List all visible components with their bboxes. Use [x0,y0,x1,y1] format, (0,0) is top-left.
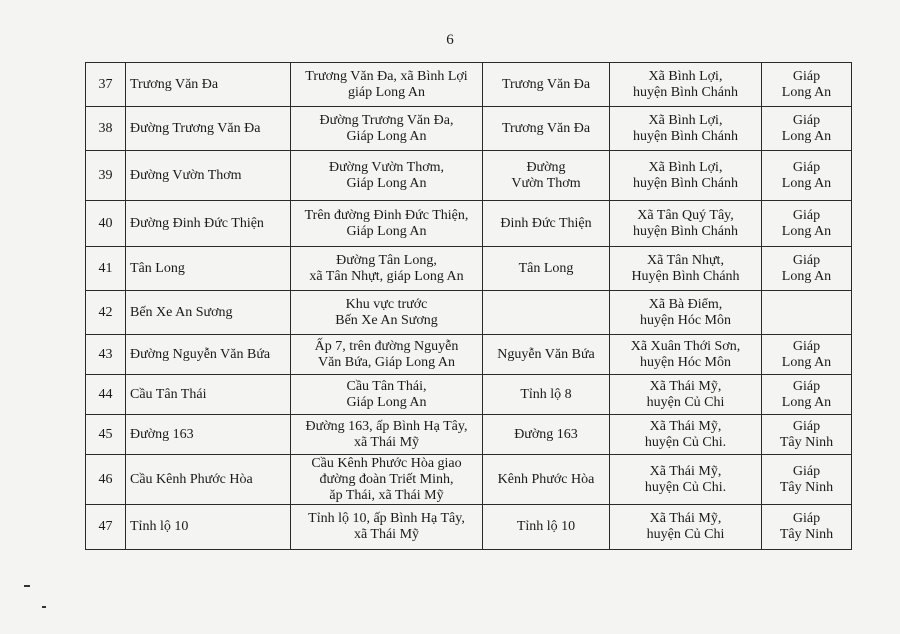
page-number: 6 [446,32,454,48]
location-description-cell [291,415,483,455]
row-number-cell [86,107,126,151]
row-number: 43 [98,346,113,362]
row-number-cell [86,335,126,375]
checkpoint-name-cell [126,455,291,505]
administrative-unit: Xã Xuân Thới Sơn, huyện Hóc Môn [630,338,741,370]
road-name: Tỉnh lộ 10 [516,519,576,534]
road-name-cell [483,415,610,455]
administrative-unit: Xã Tân Nhựt, Huyện Bình Chánh [631,252,740,284]
road-name: Kênh Phước Hòa [497,471,595,487]
row-number: 40 [98,215,113,231]
administrative-unit-cell [610,151,762,201]
row-number-cell [86,201,126,247]
checkpoint-name-cell [126,247,291,291]
location-description-cell [291,201,483,247]
table-row [86,201,852,247]
border-note-cell [762,335,852,375]
location-description: Trương Văn Đa, xã Bình Lợi giáp Long An [305,68,468,100]
border-note: Giáp Long An [781,159,832,191]
border-note-cell [762,375,852,415]
table-row [86,63,852,107]
border-note: Giáp Long An [781,338,832,370]
location-description-cell [291,291,483,335]
road-name-cell [483,107,610,151]
administrative-unit: Xã Bà Điểm, huyện Hóc Môn [640,296,731,328]
table-row [86,335,852,375]
border-note-cell [762,415,852,455]
border-note-cell [762,247,852,291]
administrative-unit-cell [610,415,762,455]
border-note-cell [762,505,852,550]
checkpoint-name: Đường Vườn Thơm [130,167,242,183]
road-name-cell [483,201,610,247]
administrative-unit: Xã Bình Lợi, huyện Bình Chánh [633,159,738,191]
checkpoint-name: Bến Xe An Sương [130,304,233,320]
location-description-cell [291,151,483,201]
administrative-unit: Xã Thái Mỹ, huyện Củ Chi [646,511,725,542]
road-name-cell [483,335,610,375]
checkpoint-name-cell [126,107,291,151]
border-note-cell [762,455,852,505]
road-name: Đường 163 [514,426,578,442]
road-name-cell [483,247,610,291]
checkpoint-name: Cầu Kênh Phước Hòa [130,471,253,487]
location-description-cell [291,455,483,505]
table-row [86,375,852,415]
location-description-cell [291,247,483,291]
location-description: Cầu Kênh Phước Hòa giao đường đoàn Triết Minh, ăp Thái, xã Thái Mỹ [311,455,462,503]
road-name: Trương Văn Đa [501,76,591,92]
checkpoint-name: Đường 163 [130,426,194,442]
border-note: Giáp Long An [781,68,832,100]
checkpoint-name: Đường Đinh Đức Thiện [130,215,264,231]
checkpoint-name: Đường Trương Văn Đa [130,120,261,136]
row-number-cell [86,455,126,505]
administrative-unit-cell [610,201,762,247]
border-note: Giáp Tây Ninh [779,418,834,450]
border-note-cell [762,291,852,335]
road-name-cell [483,455,610,505]
location-description: Tỉnh lộ 10, ấp Bình Hạ Tây, xã Thái Mỹ [308,511,465,542]
border-note: Giáp Long An [781,252,832,284]
border-note: Giáp Long An [781,378,832,410]
row-number: 47 [98,519,113,534]
border-note: Giáp Long An [781,207,832,239]
row-number-cell [86,291,126,335]
road-name-cell [483,505,610,550]
table-row [86,455,852,505]
row-number: 41 [98,260,113,276]
row-number-cell [86,375,126,415]
row-number: 37 [98,76,113,92]
administrative-unit-cell [610,247,762,291]
location-description-cell [291,335,483,375]
administrative-unit: Xã Thái Mỹ, huyện Củ Chi. [644,463,727,495]
checkpoint-name-cell [126,151,291,201]
administrative-unit-cell [610,375,762,415]
border-note-cell [762,107,852,151]
road-name: Đường Vườn Thơm [511,159,581,191]
row-number-cell [86,505,126,550]
checkpoint-name: Đường Nguyễn Văn Bứa [130,346,271,362]
road-name-cell [483,375,610,415]
border-note: Giáp Tây Ninh [779,463,834,495]
administrative-unit-cell [610,291,762,335]
road-name-cell [483,63,610,107]
administrative-unit-cell [610,107,762,151]
scan-mark [42,606,46,608]
row-number-cell [86,415,126,455]
location-description: Trên đường Đinh Đức Thiện, Giáp Long An [304,207,469,239]
table-row [86,415,852,455]
checkpoint-name: Cầu Tân Thái [130,386,207,402]
row-number-cell [86,247,126,291]
row-number: 46 [98,471,113,487]
border-note-cell [762,63,852,107]
road-name: Tỉnh lộ 8 [520,386,572,402]
table-row [86,247,852,291]
checkpoint-name: Trương Văn Đa [130,76,219,92]
checkpoint-name: Tỉnh lộ 10 [130,519,189,534]
checkpoint-name-cell [126,375,291,415]
location-description-cell [291,107,483,151]
administrative-unit: Xã Bình Lợi, huyện Bình Chánh [633,68,738,100]
row-number: 44 [98,386,113,402]
administrative-unit: Xã Bình Lợi, huyện Bình Chánh [633,112,738,144]
location-description-cell [291,505,483,550]
row-number-cell [86,151,126,201]
table-row [86,107,852,151]
table-row [86,291,852,335]
checkpoint-name: Tân Long [130,260,185,276]
row-number: 42 [98,304,113,320]
administrative-unit-cell [610,505,762,550]
row-number-cell [86,63,126,107]
road-name: Đinh Đức Thiện [500,215,592,231]
administrative-unit-cell [610,335,762,375]
road-name: Tân Long [518,260,574,276]
checkpoint-table [85,62,852,550]
location-description: Cầu Tân Thái, Giáp Long An [346,378,427,410]
location-description-cell [291,375,483,415]
checkpoint-name-cell [126,201,291,247]
road-name: Nguyễn Văn Bứa [497,346,595,362]
table-row [86,151,852,201]
checkpoint-name-cell [126,291,291,335]
checkpoint-name-cell [126,335,291,375]
location-description: Đường 163, ấp Bình Hạ Tây, xã Thái Mỹ [305,418,468,450]
border-note-cell [762,151,852,201]
row-number: 38 [98,120,113,136]
location-description: Khu vực trước Bến Xe An Sương [335,296,438,328]
location-description: Đường Vườn Thơm, Giáp Long An [328,159,445,191]
administrative-unit: Xã Thái Mỹ, huyện Củ Chi [646,378,725,410]
checkpoint-name-cell [126,505,291,550]
border-note: Giáp Tây Ninh [779,511,834,542]
checkpoint-name-cell [126,415,291,455]
road-name: Trương Văn Đa [501,120,591,136]
border-note-cell [762,201,852,247]
scan-mark [24,585,30,587]
row-number: 39 [98,167,113,183]
location-description: Đường Tân Long, xã Tân Nhựt, giáp Long An [309,252,464,284]
administrative-unit: Xã Tân Quý Tây, huyện Bình Chánh [633,207,738,239]
administrative-unit: Xã Thái Mỹ, huyện Củ Chi. [644,418,727,450]
administrative-unit-cell [610,63,762,107]
administrative-unit-cell [610,455,762,505]
location-description-cell [291,63,483,107]
road-name-cell [483,291,610,335]
location-description: Ấp 7, trên đường Nguyễn Văn Bứa, Giáp Long An [314,338,459,370]
location-description: Đường Trương Văn Đa, Giáp Long An [319,112,454,144]
road-name-cell [483,151,610,201]
border-note: Giáp Long An [781,112,832,144]
checkpoint-name-cell [126,63,291,107]
table-row [86,505,852,550]
row-number: 45 [98,426,113,442]
